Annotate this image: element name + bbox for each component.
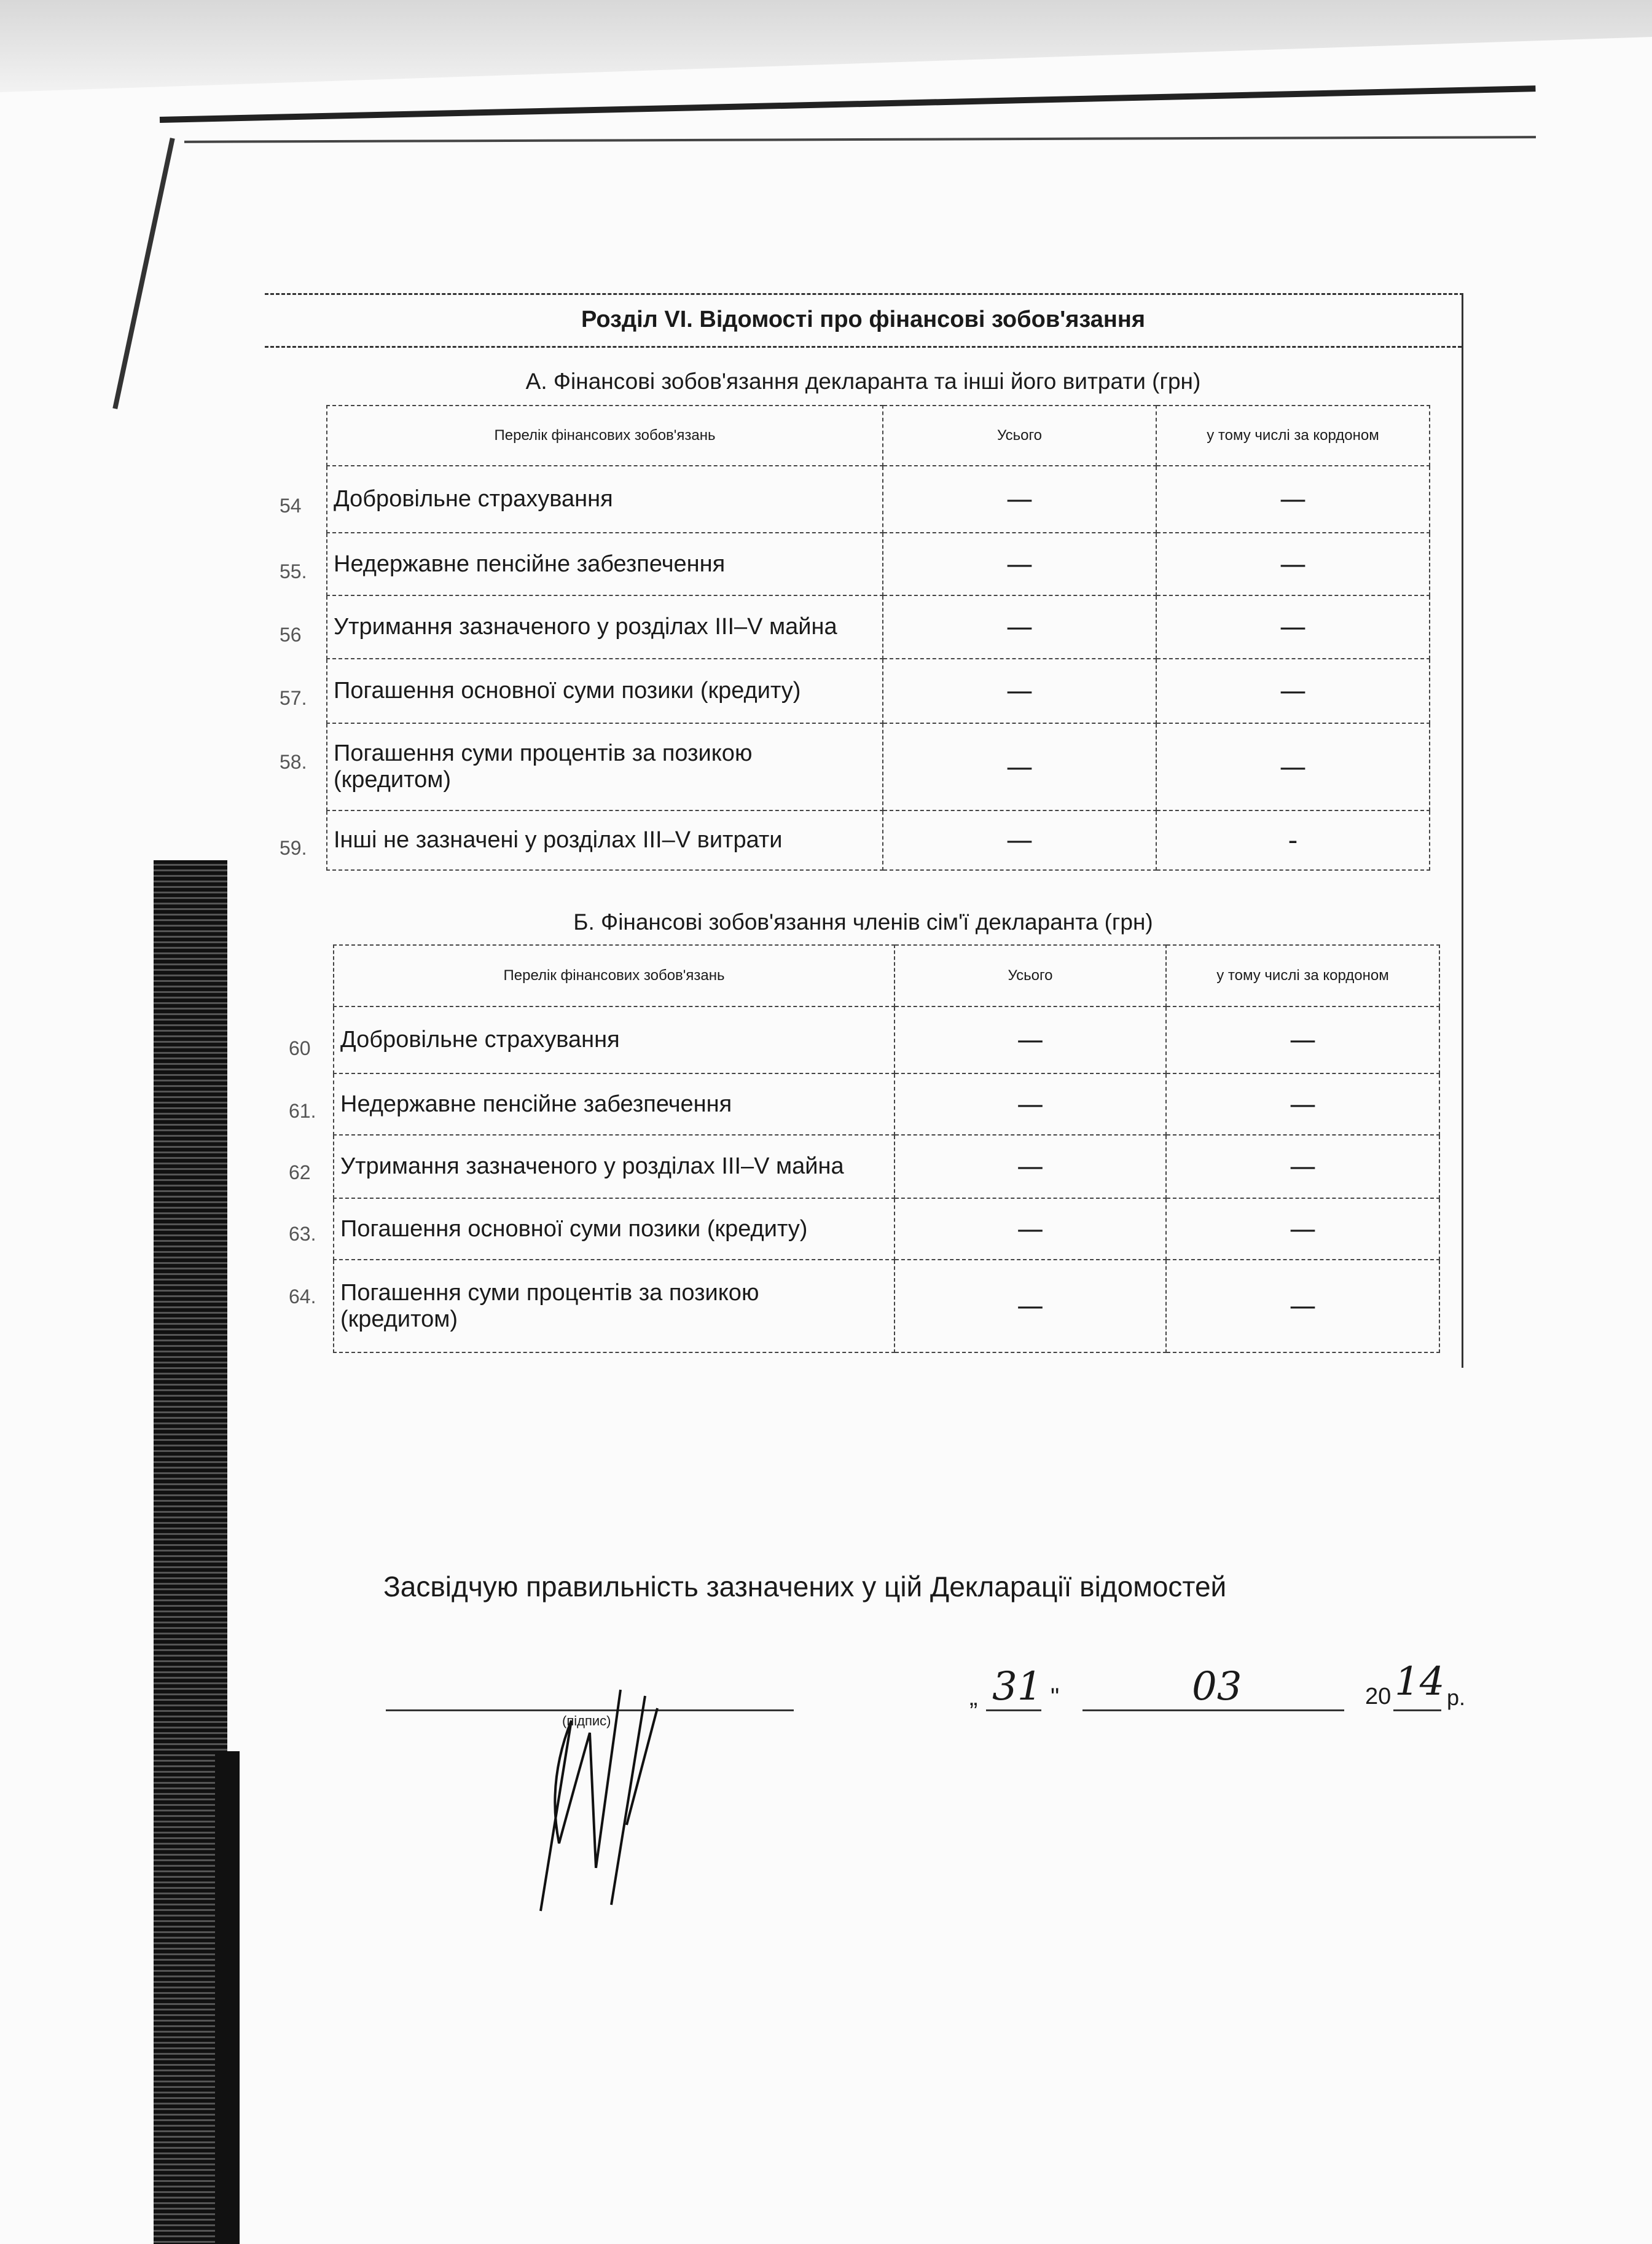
signature-caption: (підпис) (562, 1713, 611, 1728)
row-abroad: — (1156, 659, 1430, 723)
date-year-suffix: 14 (1395, 1659, 1445, 1705)
row-abroad: — (1166, 1073, 1439, 1135)
page-edge-line (112, 138, 174, 409)
row-abroad: — (1166, 1198, 1439, 1260)
row-total: — (895, 1073, 1166, 1135)
table-row (327, 533, 1430, 595)
row-total: — (883, 466, 1156, 533)
date-open-quote: „ (969, 1684, 978, 1711)
row-total: — (883, 810, 1156, 870)
signature-image (504, 1622, 688, 1917)
row-number: 55. (280, 560, 307, 583)
row-number: 56 (280, 624, 302, 646)
date-day-line (986, 1709, 1041, 1711)
header-total: Усього (895, 945, 1166, 1006)
table-row (327, 723, 1430, 810)
part-b-title: Б. Фінансові зобов'язання членів сім'ї декларанта (грн) (573, 909, 1153, 935)
row-label: Недержавне пенсійне забезпечення (334, 1073, 895, 1135)
row-abroad: — (1166, 1260, 1439, 1352)
row-total: — (895, 1135, 1166, 1198)
page-edge-line (160, 85, 1536, 123)
row-number: 63. (289, 1223, 316, 1245)
row-number: 64. (289, 1285, 316, 1308)
row-label: Погашення основної суми позики (кредиту) (327, 659, 883, 723)
date-close-quote: " (1051, 1684, 1060, 1711)
row-abroad: — (1156, 723, 1430, 810)
header-list: Перелік фінансових зобов'язань (334, 945, 895, 1006)
date-month-line (1082, 1709, 1344, 1711)
table-row (334, 1260, 1439, 1352)
row-abroad: — (1166, 1006, 1439, 1073)
row-label: Погашення суми процентів за позикою (кредитом) (334, 1260, 895, 1352)
row-number: 60 (289, 1037, 311, 1059)
row-abroad: — (1156, 533, 1430, 595)
table-row (334, 1006, 1439, 1073)
table-row (334, 1198, 1439, 1260)
part-a-title: А. Фінансові зобов'язання декларанта та інші його витрати (грн) (525, 369, 1201, 394)
row-label: Погашення суми процентів за позикою (кредитом) (327, 723, 883, 810)
page-edge-line (184, 136, 1536, 143)
date-year-line (1393, 1709, 1441, 1711)
row-total: — (895, 1198, 1166, 1260)
header-abroad: у тому числі за кордоном (1156, 406, 1430, 466)
row-total: — (883, 533, 1156, 595)
row-label: Добровільне страхування (334, 1006, 895, 1073)
date-month: 03 (1192, 1664, 1242, 1709)
row-total: — (883, 659, 1156, 723)
table-row (327, 810, 1430, 870)
section-title: Розділ VI. Відомості про фінансові зобов'язання (265, 293, 1462, 348)
header-abroad: у тому числі за кордоном (1166, 945, 1439, 1006)
row-total: — (895, 1260, 1166, 1352)
row-total: — (883, 723, 1156, 810)
row-label: Погашення основної суми позики (кредиту) (334, 1198, 895, 1260)
table-row (327, 466, 1430, 533)
scan-background-edge (0, 0, 1652, 92)
row-total: — (895, 1006, 1166, 1073)
row-total: — (883, 595, 1156, 659)
row-abroad: — (1156, 595, 1430, 659)
row-label: Добровільне страхування (327, 466, 883, 533)
header-list: Перелік фінансових зобов'язань (327, 406, 883, 466)
binding-strip (215, 1751, 240, 2244)
row-label: Утримання зазначеного у розділах III–V майна (334, 1135, 895, 1198)
row-abroad: — (1166, 1135, 1439, 1198)
date-day: 31 (992, 1664, 1043, 1709)
table-row (334, 1135, 1439, 1198)
table-row (327, 659, 1430, 723)
date-year-unit: р. (1447, 1685, 1466, 1710)
row-number: 57. (280, 687, 307, 709)
attestation-text: Засвідчую правильність зазначених у цій Декларації відомостей (383, 1571, 1227, 1603)
row-number: 54 (280, 495, 302, 517)
table-row (327, 595, 1430, 659)
row-number: 58. (280, 751, 307, 773)
row-number: 61. (289, 1100, 316, 1122)
part-b-table (333, 944, 1440, 1353)
row-label: Інші не зазначені у розділах III–V витрати (327, 810, 883, 870)
row-number: 62 (289, 1161, 311, 1183)
header-total: Усього (883, 406, 1156, 466)
row-label: Утримання зазначеного у розділах III–V майна (327, 595, 883, 659)
part-a-table (326, 405, 1430, 871)
table-row (334, 1073, 1439, 1135)
row-number: 59. (280, 837, 307, 859)
row-label: Недержавне пенсійне забезпечення (327, 533, 883, 595)
date-year-prefix: 20 (1365, 1684, 1392, 1709)
row-abroad: - (1156, 810, 1430, 870)
row-abroad: — (1156, 466, 1430, 533)
